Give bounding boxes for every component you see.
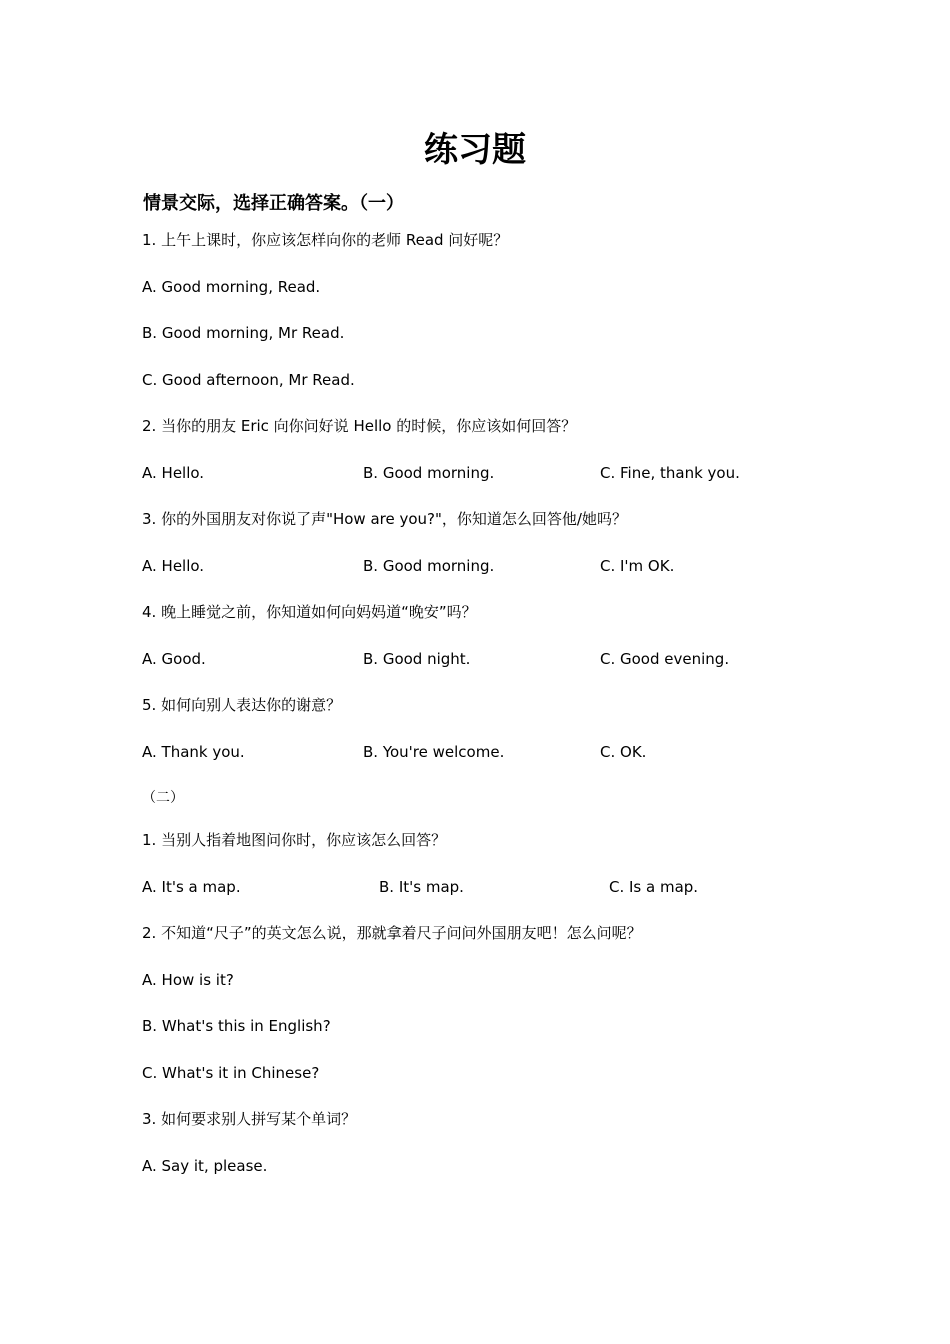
question-2-3-option-a: A. Say it, please. bbox=[142, 1157, 268, 1175]
question-2-1-option-a: A. It's a map. bbox=[142, 878, 241, 896]
question-1-1: 1. 上午上课时，你应该怎样向你的老师 Read 问好呢？ bbox=[142, 231, 509, 249]
question-2-1-option-b: B. It's map. bbox=[379, 878, 464, 896]
question-1-2-option-a: A. Hello. bbox=[142, 464, 205, 482]
question-1-3-option-b: B. Good morning. bbox=[363, 557, 495, 575]
question-2-1: 1. 当别人指着地图问你时，你应该怎么回答？ bbox=[142, 831, 447, 849]
question-1-2-option-b: B. Good morning. bbox=[363, 464, 495, 482]
question-1-1-option-b: B. Good morning, Mr Read. bbox=[142, 324, 345, 342]
question-1-3-option-a: A. Hello. bbox=[142, 557, 205, 575]
question-2-1-option-c: C. Is a map. bbox=[609, 878, 699, 896]
question-1-5-option-b: B. You're welcome. bbox=[363, 743, 505, 761]
question-1-3: 3. 你的外国朋友对你说了声"How are you?"，你知道怎么回答他/她吗？ bbox=[142, 510, 627, 528]
question-1-3-option-c: C. I'm OK. bbox=[600, 557, 675, 575]
question-1-2-option-c: C. Fine, thank you. bbox=[600, 464, 740, 482]
question-1-4-option-b: B. Good night. bbox=[363, 650, 471, 668]
question-2-2-option-a: A. How is it? bbox=[142, 971, 234, 989]
question-1-4: 4. 晚上睡觉之前，你知道如何向妈妈道“晚安”吗？ bbox=[142, 603, 477, 621]
question-1-5-option-c: C. OK. bbox=[600, 743, 647, 761]
question-1-4-option-a: A. Good. bbox=[142, 650, 206, 668]
question-1-2: 2. 当你的朋友 Eric 向你问好说 Hello 的时候，你应该如何回答？ bbox=[142, 417, 577, 435]
question-1-1-option-c: C. Good afternoon, Mr Read. bbox=[142, 371, 355, 389]
section-heading-2: （二） bbox=[142, 790, 184, 806]
page-title: 练习题 bbox=[424, 130, 526, 170]
question-2-2-option-c: C. What's it in Chinese? bbox=[142, 1064, 320, 1082]
question-2-2-option-b: B. What's this in English? bbox=[142, 1017, 331, 1035]
question-2-2: 2. 不知道“尺子”的英文怎么说，那就拿着尺子问问外国朋友吧！怎么问呢？ bbox=[142, 924, 642, 942]
question-2-3: 3. 如何要求别人拼写某个单词？ bbox=[142, 1110, 357, 1128]
question-1-1-option-a: A. Good morning, Read. bbox=[142, 278, 321, 296]
question-1-4-option-c: C. Good evening. bbox=[600, 650, 730, 668]
question-1-5: 5. 如何向别人表达你的谢意？ bbox=[142, 696, 342, 714]
section-heading-1: 情景交际，选择正确答案。（一） bbox=[143, 193, 404, 214]
question-1-5-option-a: A. Thank you. bbox=[142, 743, 245, 761]
